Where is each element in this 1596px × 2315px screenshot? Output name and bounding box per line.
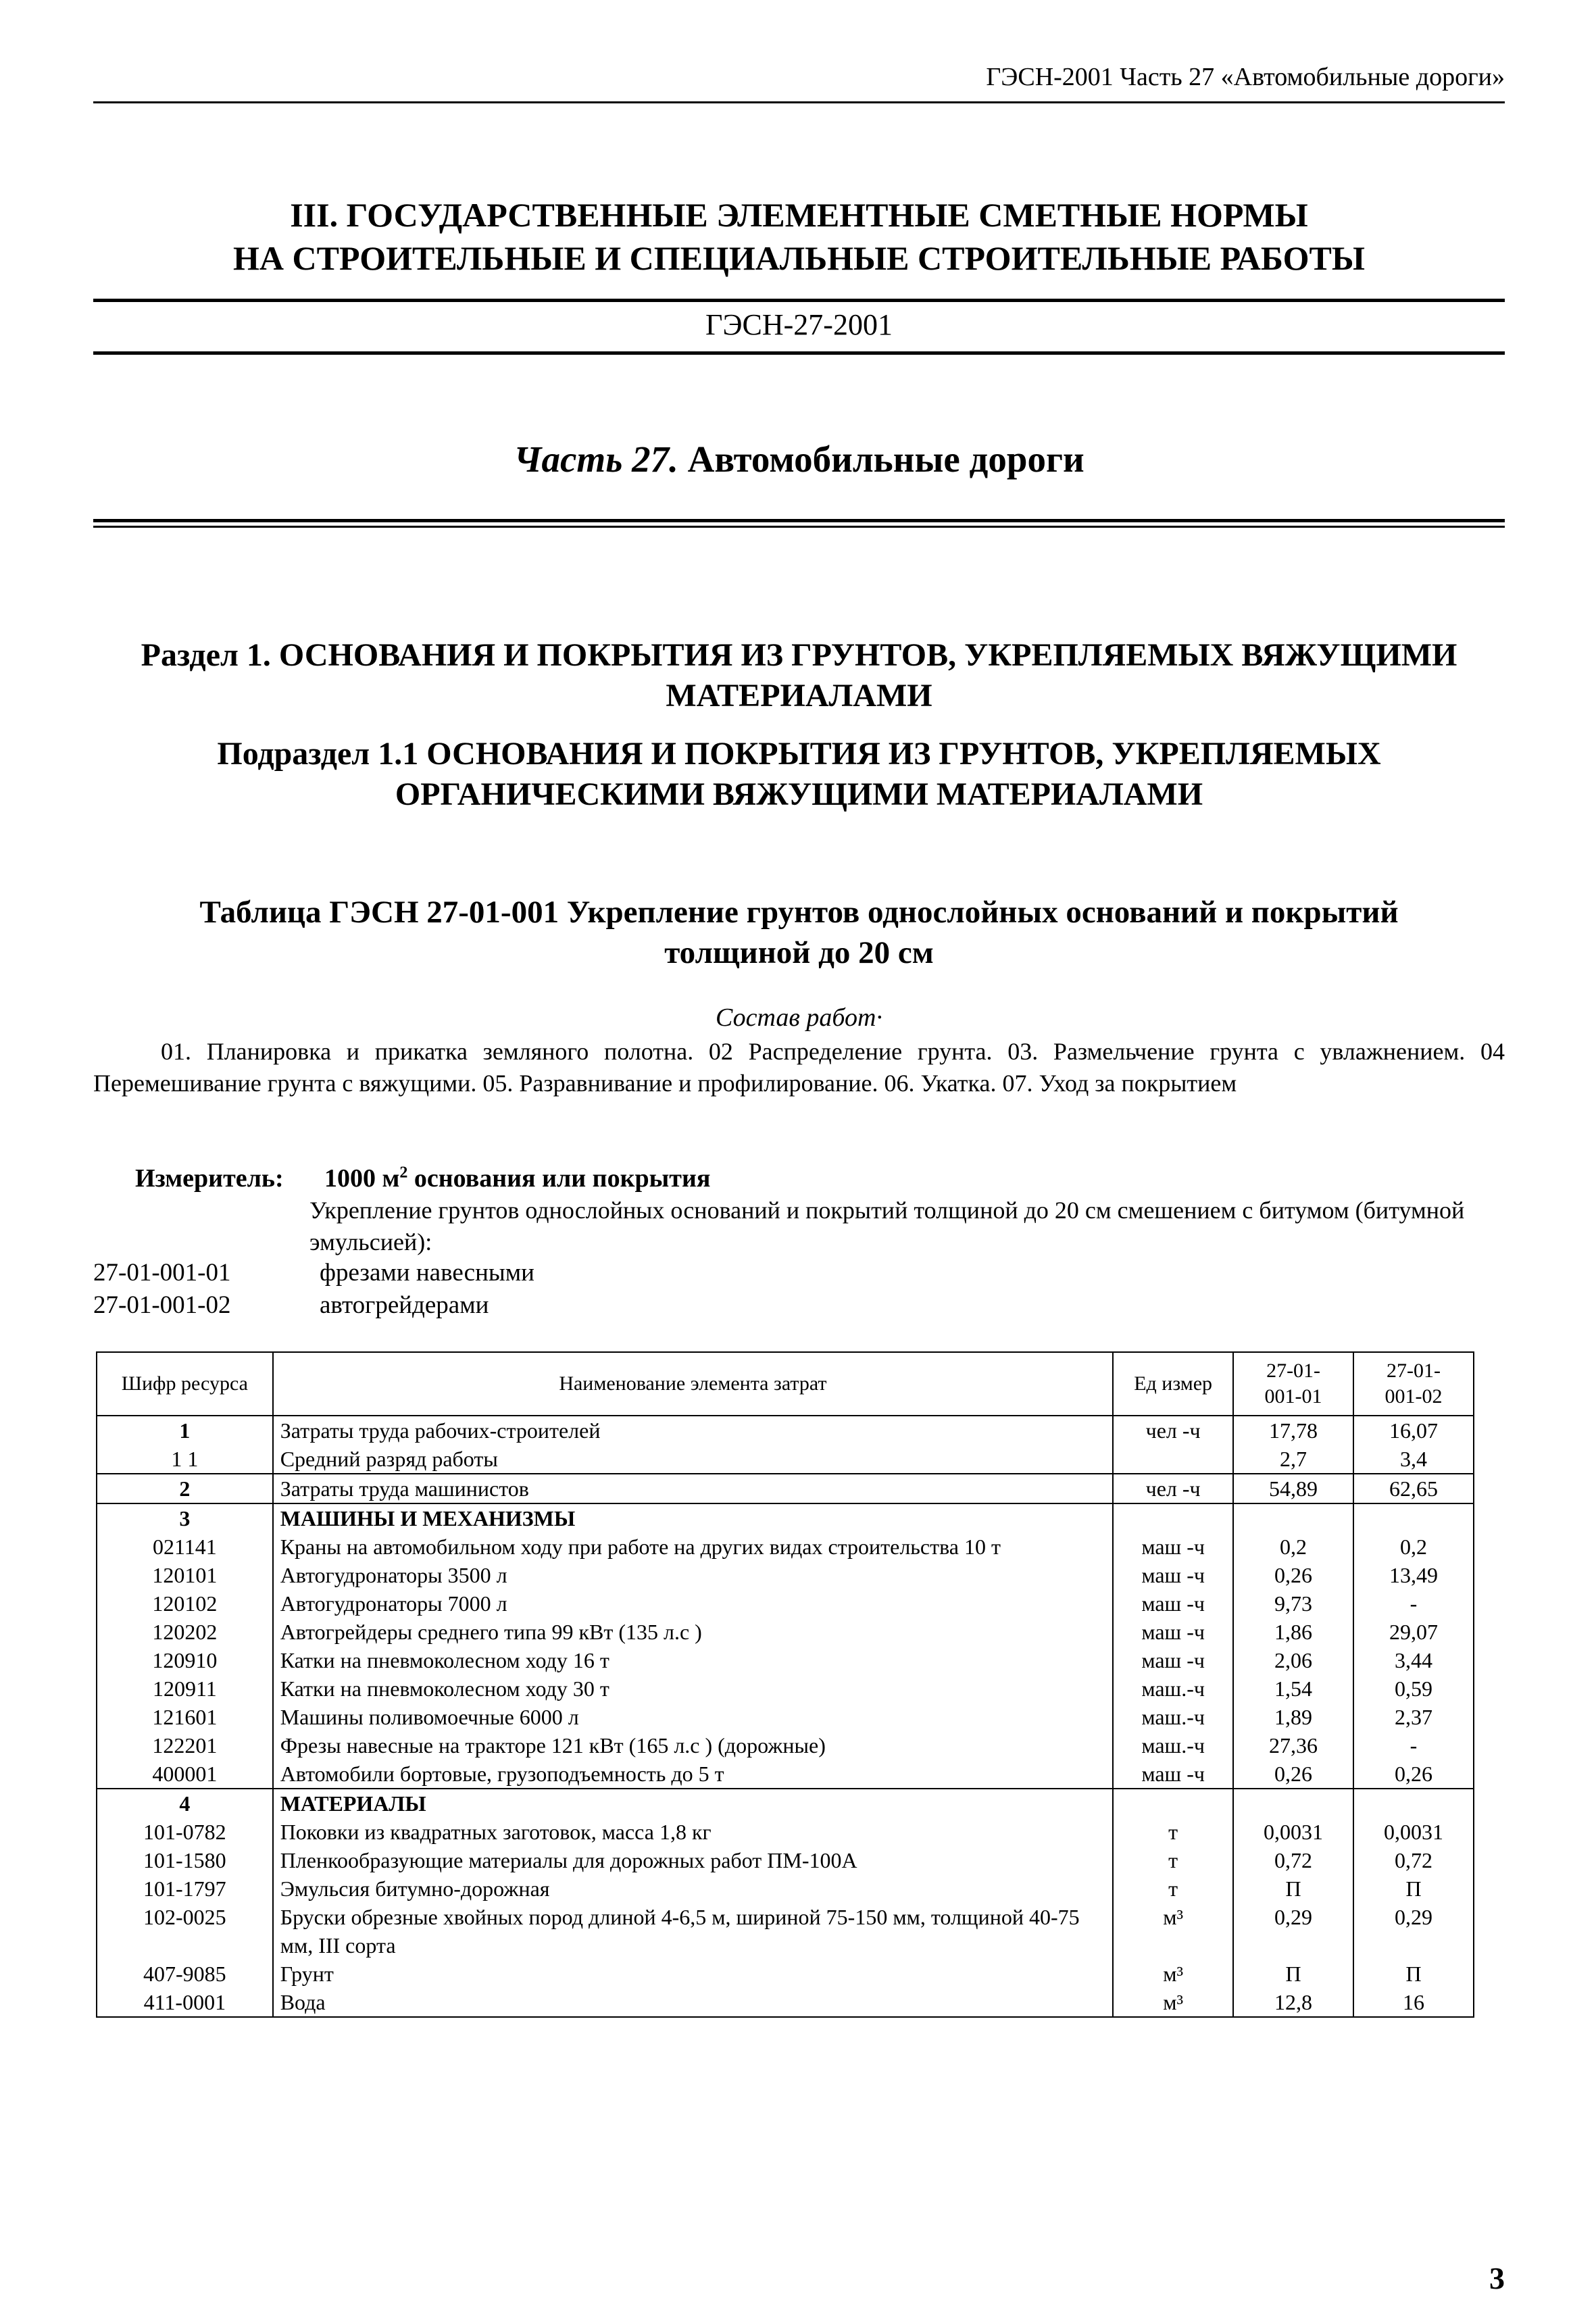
cell-name: Эмульсия битумно-дорожная	[273, 1874, 1113, 1903]
header-variant-2-line-2: 001-02	[1385, 1385, 1443, 1408]
variant-code: 27-01-001-02	[93, 1291, 231, 1319]
table-row	[97, 1445, 1474, 1474]
cell-unit: чел -ч	[1113, 1474, 1233, 1503]
cell-value-1: 1,89	[1233, 1703, 1353, 1731]
header-name: Наименование элемента затрат	[273, 1352, 1113, 1416]
cell-value-2: -	[1353, 1589, 1474, 1618]
cell-value-1	[1233, 1789, 1353, 1818]
cell-value-2: 16	[1353, 1988, 1474, 2017]
cell-value-2: 0,29	[1353, 1903, 1474, 1960]
variant-name: автогрейдерами	[320, 1291, 489, 1319]
cell-name: Затраты труда машинистов	[273, 1474, 1113, 1503]
cell-value-2	[1353, 1789, 1474, 1818]
cell-value-1: 9,73	[1233, 1589, 1353, 1618]
cell-name: Машины поливомоечные 6000 л	[273, 1703, 1113, 1731]
cell-code: 102-0025	[97, 1903, 273, 1960]
header-variant-2	[1353, 1352, 1474, 1416]
table-row	[97, 1846, 1474, 1874]
meter-row	[135, 1164, 710, 1193]
cell-unit: маш -ч	[1113, 1533, 1233, 1561]
cell-value-2: 3,4	[1353, 1445, 1474, 1474]
cell-name: Автомобили бортовые, грузоподъемность до 5 т	[273, 1760, 1113, 1789]
table-row	[97, 1474, 1474, 1503]
meter-value-exponent: 2	[399, 1164, 408, 1182]
cell-code: 120101	[97, 1561, 273, 1589]
cell-code: 101-1797	[97, 1874, 273, 1903]
cell-unit: маш -ч	[1113, 1618, 1233, 1646]
cell-code: 120910	[97, 1646, 273, 1674]
section-title-line-2: МАТЕРИАЛАМИ	[666, 678, 932, 714]
header-code: Шифр ресурса	[97, 1352, 273, 1416]
cell-value-2: 0,2	[1353, 1533, 1474, 1561]
meter-value	[324, 1164, 710, 1193]
header-unit: Ед измер	[1113, 1352, 1233, 1416]
cell-unit	[1113, 1445, 1233, 1474]
table-row	[97, 1818, 1474, 1846]
meter-value-main: 1000 м	[324, 1164, 400, 1193]
section-title-line-1: Раздел 1. ОСНОВАНИЯ И ПОКРЫТИЯ ИЗ ГРУНТОВ, УКРЕПЛЯЕМЫХ ВЯЖУЩИМИ	[141, 637, 1457, 673]
document-title-line-2: НА СТРОИТЕЛЬНЫЕ И СПЕЦИАЛЬНЫЕ СТРОИТЕЛЬНЫЕ РАБОТЫ	[233, 239, 1365, 277]
cell-value-2: 0,0031	[1353, 1818, 1474, 1846]
cell-value-2: -	[1353, 1731, 1474, 1760]
table-header-row	[97, 1352, 1474, 1416]
cell-value-1: П	[1233, 1960, 1353, 1988]
cell-value-2: 0,59	[1353, 1674, 1474, 1703]
header-variant-1-line-2: 001-01	[1264, 1385, 1322, 1408]
cell-code: 101-0782	[97, 1818, 273, 1846]
cell-value-1: 17,78	[1233, 1416, 1353, 1445]
document-title	[93, 193, 1505, 280]
cell-value-2: 2,37	[1353, 1703, 1474, 1731]
cell-code: 021141	[97, 1533, 273, 1561]
cell-name: Автогудронаторы 7000 л	[273, 1589, 1113, 1618]
table-row	[97, 1874, 1474, 1903]
cell-name: Фрезы навесные на тракторе 121 кВт (165 л.с ) (дорожные)	[273, 1731, 1113, 1760]
document-title-line-1: III. ГОСУДАРСТВЕННЫЕ ЭЛЕМЕНТНЫЕ СМЕТНЫЕ НОРМЫ	[290, 196, 1308, 234]
cell-code: 120102	[97, 1589, 273, 1618]
cell-unit: маш -ч	[1113, 1589, 1233, 1618]
cell-unit: маш.-ч	[1113, 1703, 1233, 1731]
code-rule-bottom	[93, 351, 1505, 355]
table-row	[97, 1760, 1474, 1789]
variant-name: фрезами навесными	[320, 1259, 534, 1287]
table-row	[97, 1561, 1474, 1589]
code-rule-top	[93, 299, 1505, 302]
cell-code: 411-0001	[97, 1988, 273, 2017]
cell-name: Катки на пневмоколесном ходу 30 т	[273, 1674, 1113, 1703]
cell-name: Катки на пневмоколесном ходу 16 т	[273, 1646, 1113, 1674]
cell-unit: м³	[1113, 1988, 1233, 2017]
cell-value-2: 29,07	[1353, 1618, 1474, 1646]
variant-row	[93, 1291, 489, 1320]
cell-name: Краны на автомобильном ходу при работе на других видах строительства 10 т	[273, 1533, 1113, 1561]
cell-value-1: 2,06	[1233, 1646, 1353, 1674]
composition-text: 01. Планировка и прикатка земляного полотна. 02 Распределение грунта. 03. Размельчение грунта с увлажнением. 04 Перемешивание грунта с вяжущими. 05. Разравнивание и профилирование. 06. Укатка. 07. Уход за покрытием	[93, 1038, 1505, 1097]
header-rule	[93, 101, 1505, 103]
cell-value-1: 1,86	[1233, 1618, 1353, 1646]
cell-name: МАТЕРИАЛЫ	[273, 1789, 1113, 1818]
table-row	[97, 1789, 1474, 1818]
cell-name: Пленкообразующие материалы для дорожных работ ПМ-100А	[273, 1846, 1113, 1874]
table-row	[97, 1589, 1474, 1618]
cell-value-2: 0,26	[1353, 1760, 1474, 1789]
table-row	[97, 1674, 1474, 1703]
cell-name: Автогрейдеры среднего типа 99 кВт (135 л.с )	[273, 1618, 1113, 1646]
cell-name: МАШИНЫ И МЕХАНИЗМЫ	[273, 1503, 1113, 1533]
header-variant-1	[1233, 1352, 1353, 1416]
cell-value-1: 12,8	[1233, 1988, 1353, 2017]
cell-value-1: 27,36	[1233, 1731, 1353, 1760]
table-row	[97, 1731, 1474, 1760]
cell-name: Автогудронаторы 3500 л	[273, 1561, 1113, 1589]
table-title	[93, 892, 1505, 973]
cell-code: 1 1	[97, 1445, 273, 1474]
cell-unit	[1113, 1503, 1233, 1533]
cell-unit: маш -ч	[1113, 1561, 1233, 1589]
composition-heading: Состав работ·	[716, 1003, 882, 1032]
table-row	[97, 1960, 1474, 1988]
cell-code: 121601	[97, 1703, 273, 1731]
part-rule-1	[93, 519, 1505, 522]
cell-name: Бруски обрезные хвойных пород длиной 4-6,5 м, шириной 75-150 мм, толщиной 40-75 мм, III сорта	[273, 1903, 1113, 1960]
meter-label: Измеритель:	[135, 1164, 284, 1193]
cell-value-1: 2,7	[1233, 1445, 1353, 1474]
cell-value-1: 0,0031	[1233, 1818, 1353, 1846]
cell-unit: т	[1113, 1818, 1233, 1846]
document-code: ГЭСН-27-2001	[705, 308, 893, 341]
meter-value-rest: основания или покрытия	[407, 1164, 711, 1193]
cell-value-2	[1353, 1503, 1474, 1533]
cell-value-1: 0,72	[1233, 1846, 1353, 1874]
cell-name: Грунт	[273, 1960, 1113, 1988]
table-row	[97, 1416, 1474, 1445]
cell-unit: м³	[1113, 1960, 1233, 1988]
variant-row	[93, 1258, 534, 1287]
meter-description: Укрепление грунтов однослойных оснований и покрытий толщиной до 20 см смешением с битумом (битумной эмульсией):	[309, 1197, 1465, 1255]
cell-unit: маш.-ч	[1113, 1674, 1233, 1703]
cell-name: Затраты труда рабочих-строителей	[273, 1416, 1113, 1445]
cell-code: 120202	[97, 1618, 273, 1646]
cell-value-1: 0,26	[1233, 1760, 1353, 1789]
cell-code: 101-1580	[97, 1846, 273, 1874]
cell-value-1	[1233, 1503, 1353, 1533]
cell-code: 2	[97, 1474, 273, 1503]
cell-unit: маш.-ч	[1113, 1731, 1233, 1760]
table-title-line-2: толщиной до 20 см	[664, 935, 934, 970]
cell-code: 120911	[97, 1674, 273, 1703]
page-number: 3	[1489, 2261, 1505, 2295]
subsection-title-line-2: ОРГАНИЧЕСКИМИ ВЯЖУЩИМИ МАТЕРИАЛАМИ	[395, 776, 1203, 812]
cell-code: 122201	[97, 1731, 273, 1760]
cell-name: Поковки из квадратных заготовок, масса 1,8 кг	[273, 1818, 1113, 1846]
cell-code: 3	[97, 1503, 273, 1533]
cell-value-1: 0,26	[1233, 1561, 1353, 1589]
cost-table	[96, 1351, 1474, 2018]
cell-unit: м³	[1113, 1903, 1233, 1960]
cell-unit: маш -ч	[1113, 1646, 1233, 1674]
cell-name: Вода	[273, 1988, 1113, 2017]
variant-code: 27-01-001-01	[93, 1259, 231, 1287]
cell-code: 4	[97, 1789, 273, 1818]
cell-value-2: 0,72	[1353, 1846, 1474, 1874]
table-row	[97, 1533, 1474, 1561]
table-row	[97, 1703, 1474, 1731]
cell-value-2: 13,49	[1353, 1561, 1474, 1589]
table-row	[97, 1618, 1474, 1646]
table-row	[97, 1988, 1474, 2017]
cell-value-1: 0,2	[1233, 1533, 1353, 1561]
cell-code: 400001	[97, 1760, 273, 1789]
cell-value-2: П	[1353, 1960, 1474, 1988]
part-name: Автомобильные дороги	[687, 439, 1084, 480]
cell-code: 1	[97, 1416, 273, 1445]
subsection-title-line-1: Подраздел 1.1 ОСНОВАНИЯ И ПОКРЫТИЯ ИЗ ГРУНТОВ, УКРЕПЛЯЕМЫХ	[217, 736, 1381, 772]
table-title-line-1: Таблица ГЭСН 27-01-001 Укрепление грунтов однослойных оснований и покрытий	[199, 895, 1399, 930]
table-row	[97, 1903, 1474, 1960]
part-title	[93, 438, 1505, 480]
cell-value-2: П	[1353, 1874, 1474, 1903]
cell-value-1: 0,29	[1233, 1903, 1353, 1960]
running-header: ГЭСН-2001 Часть 27 «Автомобильные дороги»	[986, 63, 1505, 91]
cell-unit	[1113, 1789, 1233, 1818]
cell-unit: т	[1113, 1874, 1233, 1903]
cell-name: Средний разряд работы	[273, 1445, 1113, 1474]
cell-value-2: 3,44	[1353, 1646, 1474, 1674]
cell-value-1: П	[1233, 1874, 1353, 1903]
cell-unit: чел -ч	[1113, 1416, 1233, 1445]
cell-value-1: 1,54	[1233, 1674, 1353, 1703]
cell-value-2: 62,65	[1353, 1474, 1474, 1503]
table-row	[97, 1646, 1474, 1674]
header-variant-2-line-1: 27-01-	[1387, 1360, 1441, 1382]
cell-code: 407-9085	[97, 1960, 273, 1988]
cell-value-2: 16,07	[1353, 1416, 1474, 1445]
cell-unit: т	[1113, 1846, 1233, 1874]
cell-value-1: 54,89	[1233, 1474, 1353, 1503]
cell-unit: маш -ч	[1113, 1760, 1233, 1789]
table-row	[97, 1503, 1474, 1533]
header-variant-1-line-1: 27-01-	[1266, 1360, 1321, 1382]
part-rule-2	[93, 526, 1505, 528]
part-lead: Часть 27.	[514, 439, 678, 480]
section-title	[93, 635, 1505, 716]
subsection-title	[93, 734, 1505, 815]
